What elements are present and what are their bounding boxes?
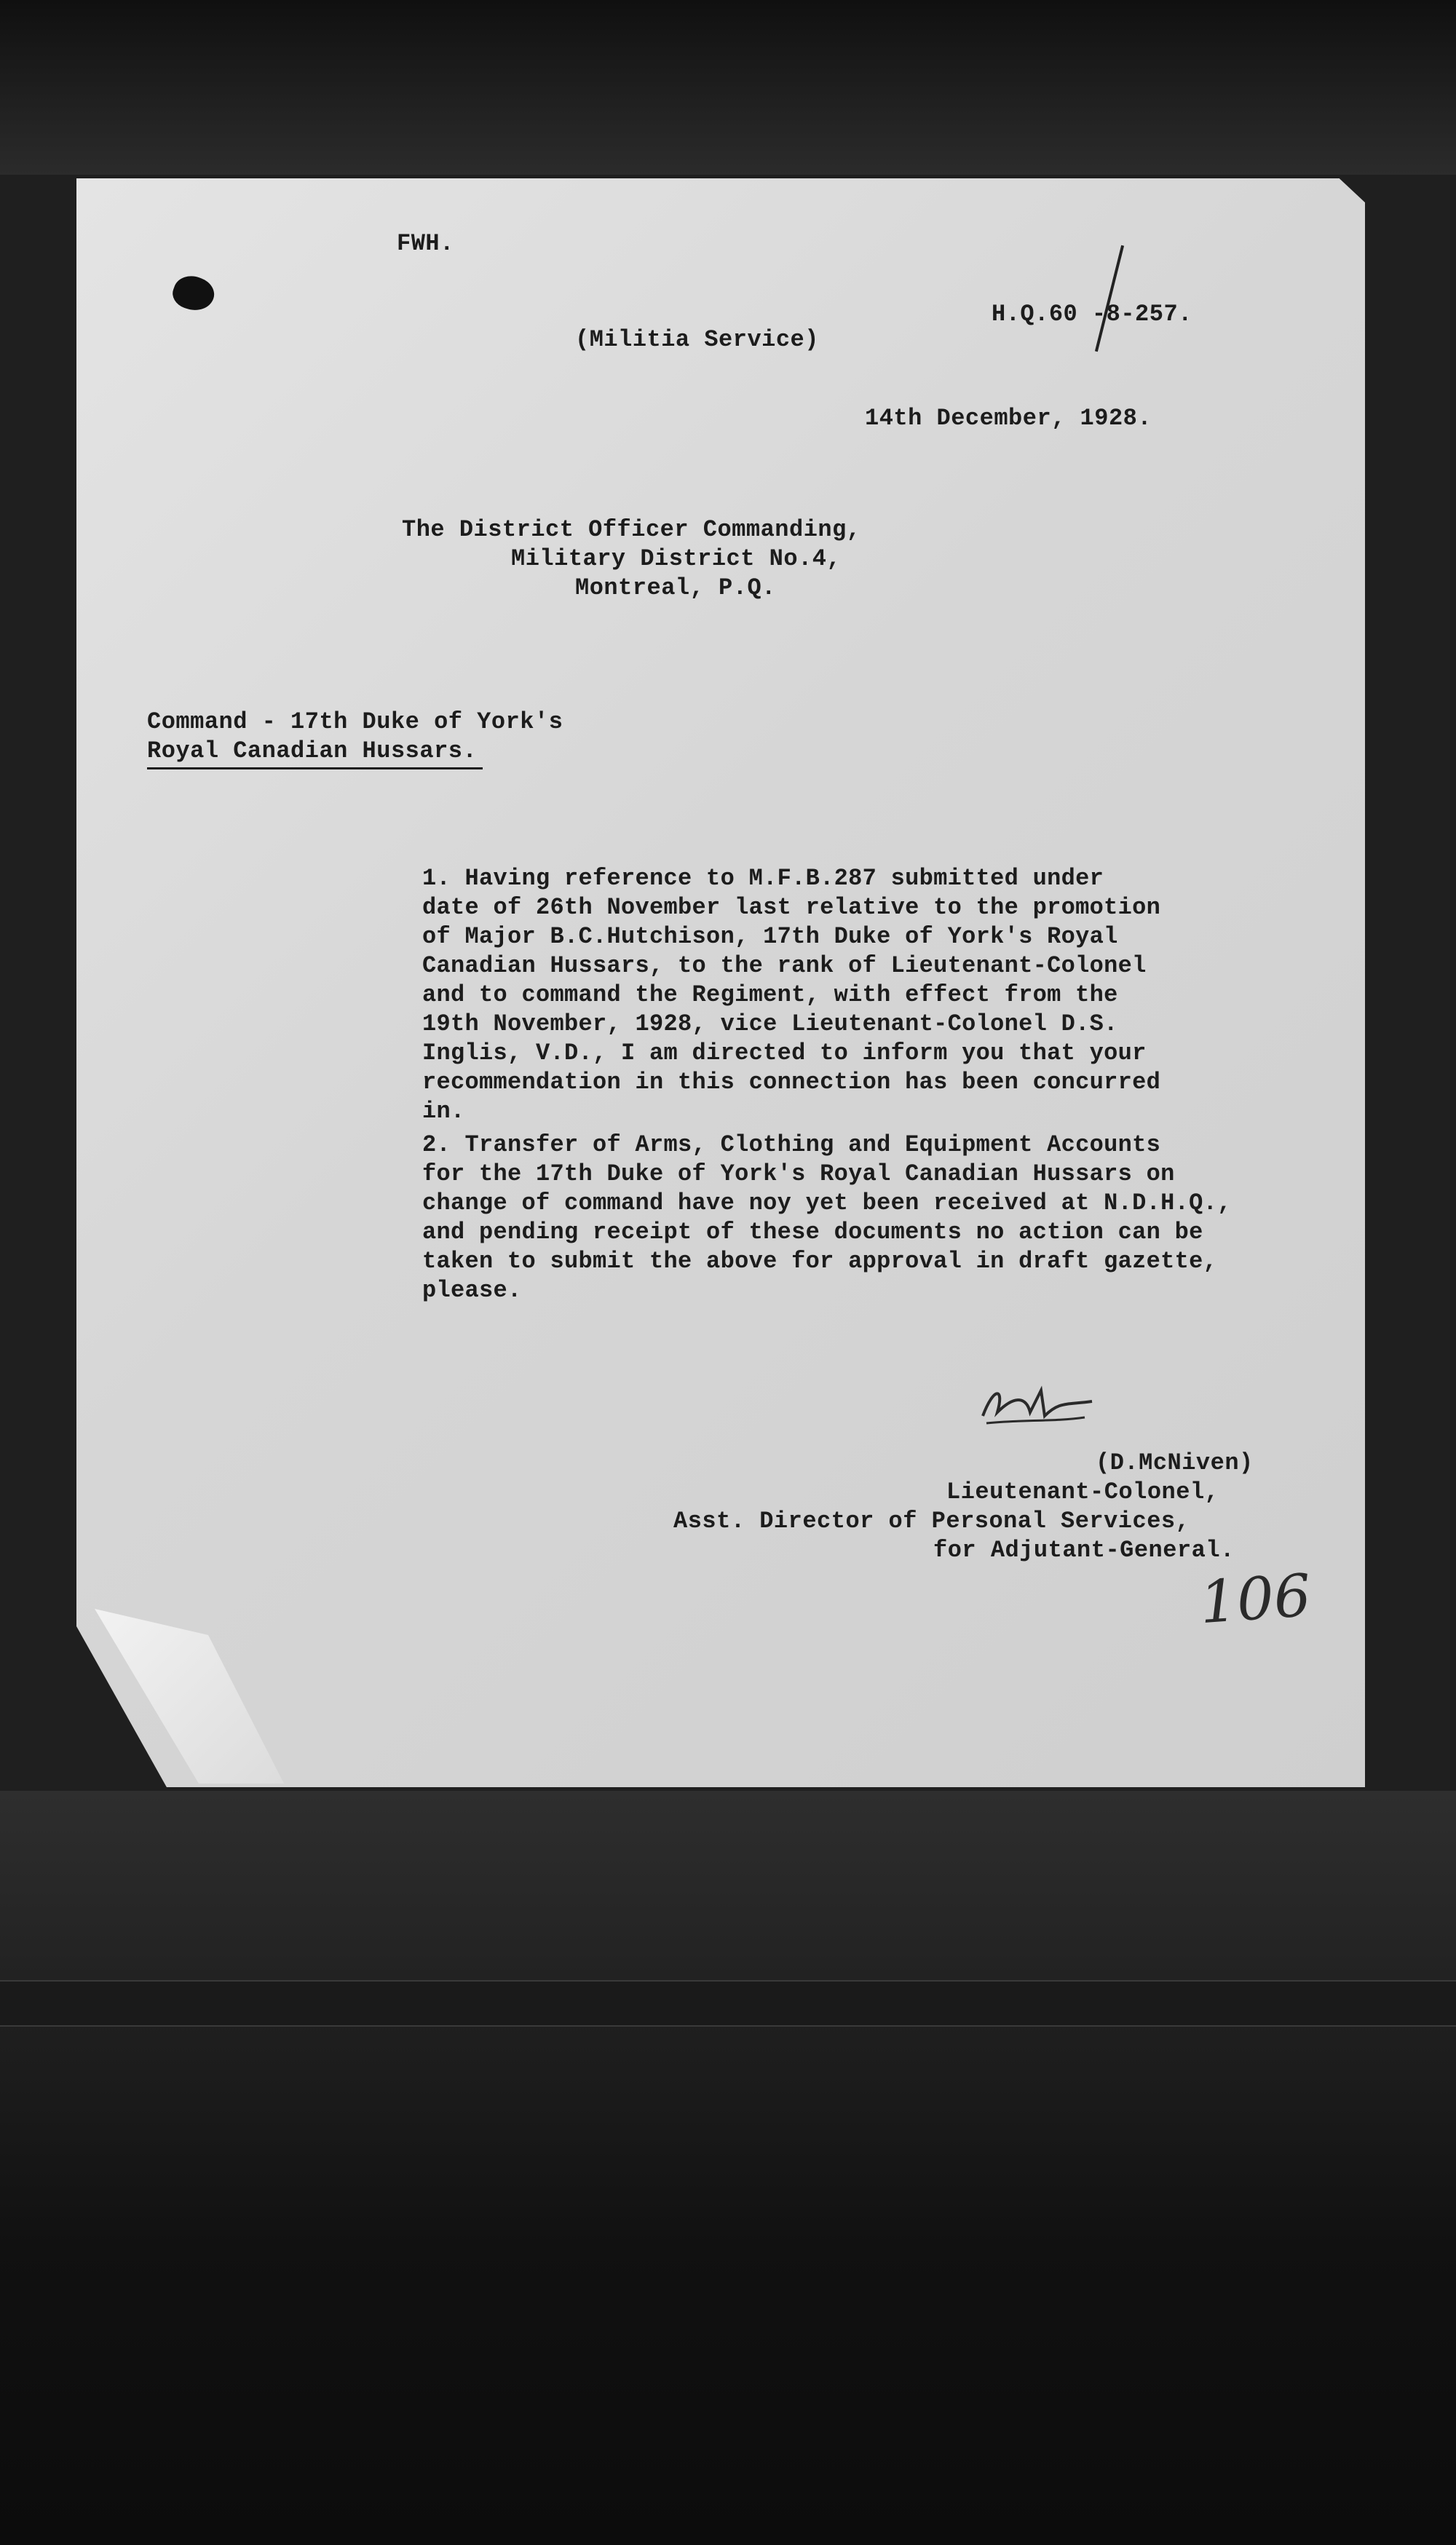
service-line: (Militia Service) bbox=[575, 326, 819, 353]
signatory-name: (D.McNiven) bbox=[1096, 1449, 1254, 1476]
reference-initials: FWH. bbox=[397, 230, 454, 257]
signatory-title: Asst. Director of Personal Services, bbox=[673, 1508, 1190, 1535]
paragraph-1: 1. Having reference to M.F.B.287 submitted under date of 26th November last relative to the promotion of Major B.C.Hutchison, 17th Duke of York's Royal Canadian Hussars, to the rank of Lieutenant-Colonel and to command the Regiment, with effect from the 19th November, 1928, vice Lieutenant-Colonel D.S. Inglis, V.D., I am directed to inform you that your recommendation in this connection has been concurred in. bbox=[422, 865, 1161, 1125]
signatory-rank: Lieutenant-Colonel, bbox=[946, 1479, 1219, 1505]
microfilm-strip bbox=[0, 1980, 1456, 2027]
letter-date: 14th December, 1928. bbox=[865, 405, 1152, 432]
subject-line-2: Royal Canadian Hussars. bbox=[147, 737, 483, 769]
microfilm-border-bottom bbox=[0, 1791, 1456, 2545]
microfilm-border-top bbox=[0, 0, 1456, 175]
subject-line-1: Command - 17th Duke of York's bbox=[147, 708, 563, 735]
paragraph-2: 2. Transfer of Arms, Clothing and Equipment Accounts for the 17th Duke of York's Royal Canadian Hussars on change of command have noy yet been received at N.D.H.Q., and pending receipt of these documents no action can be taken to submit the above for approval in draft gazette, please. bbox=[422, 1131, 1232, 1304]
addressee-line-3: Montreal, P.Q. bbox=[575, 574, 776, 601]
addressee-line-2: Military District No.4, bbox=[511, 545, 842, 572]
addressee-line-1: The District Officer Commanding, bbox=[402, 516, 861, 543]
page-number-annotation: 106 bbox=[1197, 1561, 1313, 1637]
signatory-for: for Adjutant-General. bbox=[933, 1537, 1235, 1564]
file-reference: H.Q.60 -8-257. bbox=[992, 301, 1192, 328]
handwritten-initials bbox=[976, 1380, 1099, 1430]
